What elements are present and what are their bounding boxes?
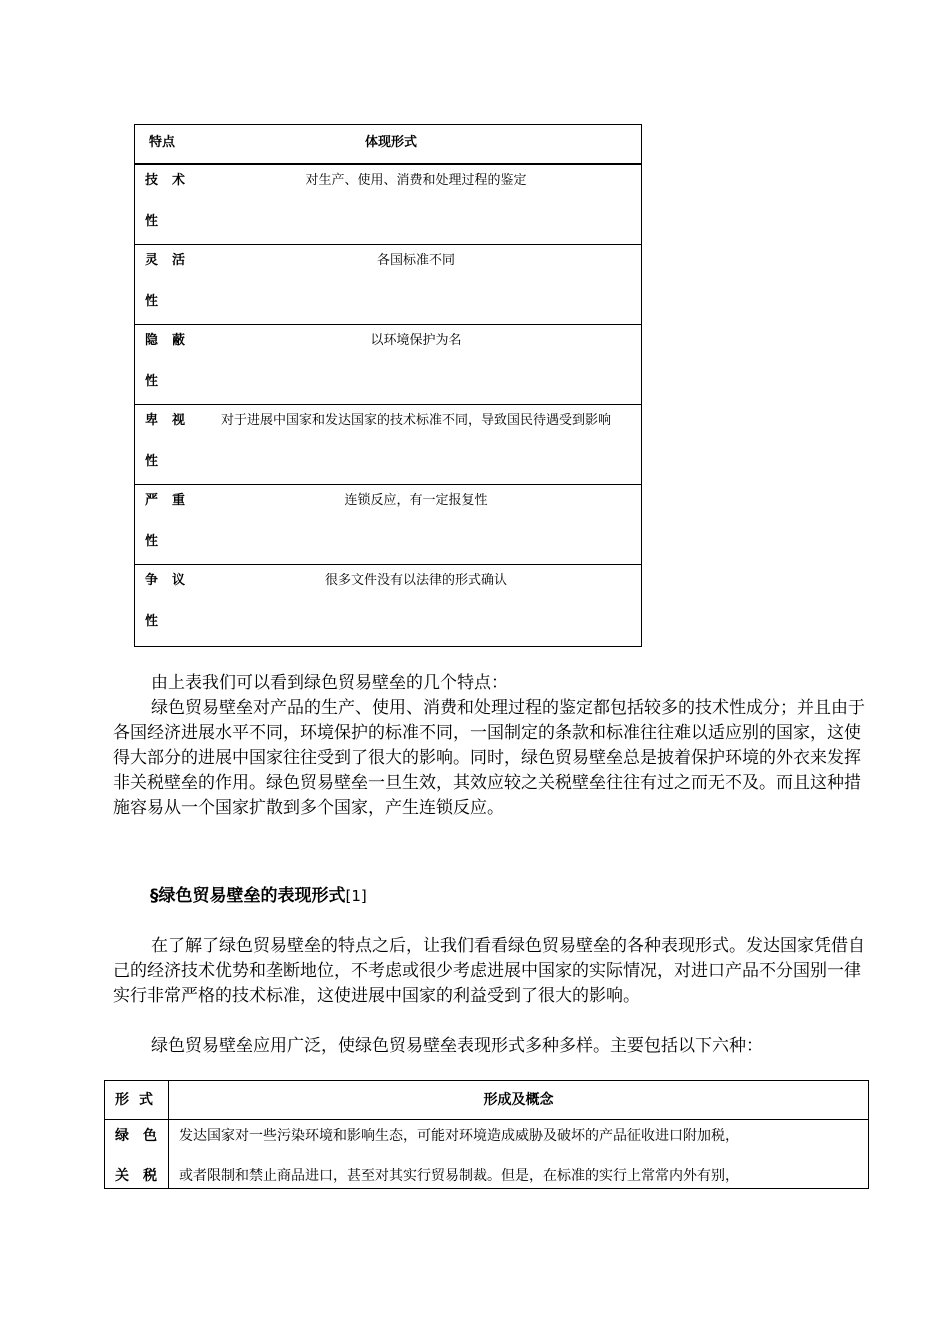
feature-cell (135, 325, 200, 404)
features-table-header (135, 125, 641, 165)
feature-label: 隐蔽 (145, 333, 200, 348)
feature-label: 严重 (145, 493, 200, 508)
manifestation-cell: 各国标准不同 (376, 253, 455, 268)
feature-cell (135, 405, 200, 484)
header-feature: 特点 (149, 135, 176, 150)
form-label-line2: 关税 (115, 1168, 171, 1184)
feature-cell (135, 245, 200, 324)
intro-paragraph: 由上表我们可以看到绿色贸易壁垒的几个特点： (151, 673, 508, 693)
section-heading (150, 884, 367, 908)
forms-table-header (105, 1081, 868, 1120)
citation-ref: [1] (345, 887, 367, 905)
manifestation-cell: 以环境保护为名 (370, 333, 462, 348)
manifestation-cell: 对生产、使用、消费和处理过程的鉴定 (305, 173, 527, 188)
section-heading-text: §绿色贸易壁垒的表现形式 (150, 886, 346, 906)
header-form: 形式 (105, 1081, 169, 1119)
feature-label: 技术 (145, 173, 200, 188)
form-label-line1: 绿色 (115, 1128, 171, 1144)
feature-label: 卑视 (145, 413, 200, 428)
feature-label-suffix: 性 (145, 614, 159, 629)
feature-cell (135, 565, 200, 646)
manifestation-cell: 连锁反应，有一定报复性 (344, 493, 488, 508)
forms-list-paragraph: 绿色贸易壁垒应用广泛，使绿色贸易壁垒表现形式多种多样。主要包括以下六种： (151, 1036, 763, 1056)
feature-cell (135, 485, 200, 564)
table-row (135, 325, 641, 405)
concept-cell (169, 1120, 868, 1188)
manifestation-cell: 很多文件没有以法律的形式确认 (324, 573, 507, 588)
table-row (135, 565, 641, 646)
table-row (135, 165, 641, 245)
characteristics-paragraph: 绿色贸易壁垒对产品的生产、使用、消费和处理过程的鉴定都包括较多的技术性成分；并且由于各国经济进展水平不同，环境保护的标准不同，一国制定的条款和标准往往难以适应别的国家，这使得大部分的进展中国家往往受到了很大的影响。同时，绿色贸易壁垒总是披着保护环境的外衣来发挥非关税壁垒的作用。绿色贸易壁垒一旦生效，其效应较之关税壁垒往往有过之而无不及。而且这种措施容易从一个国家扩散到多个国家，产生连锁反应。 (113, 698, 865, 818)
header-concept: 形成及概念 (483, 1092, 554, 1108)
concept-line2: 或者限制和禁止商品进口，甚至对其实行贸易制裁。但是，在标准的实行上常常内外有别， (179, 1168, 739, 1184)
table-row (105, 1120, 868, 1188)
forms-table (104, 1080, 869, 1189)
header-manifestation: 体现形式 (364, 135, 417, 150)
feature-label: 争议 (145, 573, 200, 588)
feature-cell (135, 165, 200, 244)
form-cell (105, 1120, 169, 1188)
table-row (135, 405, 641, 485)
manifestation-cell: 对于进展中国家和发达国家的技术标准不同，导致国民待遇受到影响 (220, 413, 611, 428)
feature-label-suffix: 性 (145, 454, 159, 469)
table-row (135, 485, 641, 565)
feature-label-suffix: 性 (145, 294, 159, 309)
feature-label-suffix: 性 (145, 374, 159, 389)
feature-label-suffix: 性 (145, 214, 159, 229)
feature-label: 灵活 (145, 253, 200, 268)
features-table (134, 124, 642, 647)
feature-label-suffix: 性 (145, 534, 159, 549)
forms-intro-paragraph: 在了解了绿色贸易壁垒的特点之后，让我们看看绿色贸易壁垒的各种表现形式。发达国家凭借自己的经济技术优势和垄断地位，不考虑或很少考虑进展中国家的实际情况，对进口产品不分国别一律实行非常严格的技术标准，这使进展中国家的利益受到了很大的影响。 (113, 936, 865, 1006)
table-row (135, 245, 641, 325)
concept-line1: 发达国家对一些污染环境和影响生态，可能对环境造成威胁及破坏的产品征收进口附加税， (179, 1128, 739, 1144)
